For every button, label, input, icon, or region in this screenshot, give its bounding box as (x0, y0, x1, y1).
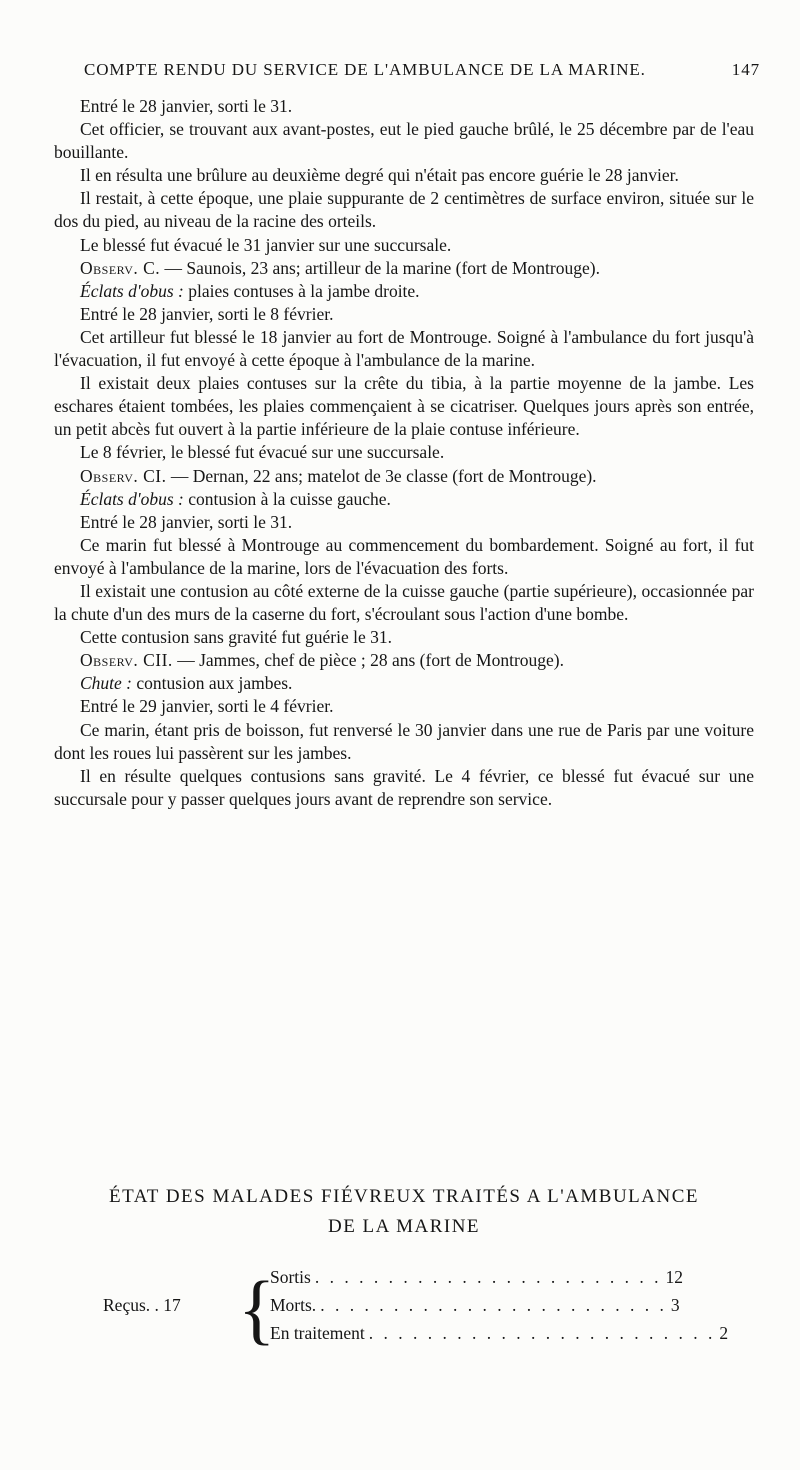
paragraph-text: Il existait une contusion au côté externe de la cuisse gauche (partie supérieure), occasionnée par la chute d'un des murs de la caserne du fort, s'écroulant sous l'action d'une bombe. (54, 580, 754, 625)
recus-label: Reçus. . 17 (103, 1295, 181, 1315)
observation-label: Observ. CI. (80, 465, 167, 486)
stats-row-value: 12 (665, 1267, 683, 1287)
section-title (54, 1182, 754, 1242)
leader-dots: . . . . . . . . . . . . . . . . . . . . . . . . (368, 1323, 716, 1343)
paragraph-text: Cette contusion sans gravité fut guérie le 31. (80, 627, 393, 648)
paragraph (54, 187, 754, 233)
body-text (54, 95, 754, 811)
paragraph-text: — Dernan, 22 ans; matelot de 3e classe (fort de Montrouge). (166, 465, 597, 486)
paragraph-text: Il restait, à cette époque, une plaie suppurante de 2 centimètres de surface environ, située sur le dos du pied, au niveau de la racine des orteils. (54, 188, 754, 232)
running-header (84, 60, 760, 80)
paragraph (54, 580, 754, 626)
paragraph-text: plaies contuses à la jambe droite. (183, 280, 420, 301)
paragraph-text: — Saunois, 23 ans; artilleur de la marine (fort de Montrouge). (160, 257, 600, 278)
paragraph (54, 326, 754, 372)
paragraph-text: contusion à la cuisse gauche. (183, 488, 391, 509)
leader-dots: . . . . . . . . . . . . . . . . . . . . . . . . (314, 1267, 662, 1287)
paragraph-text: Entré le 28 janvier, sorti le 31. (80, 511, 293, 532)
stats-row-sortis (270, 1267, 683, 1288)
stats-row-value: 2 (719, 1323, 729, 1343)
section-title-line-2: DE LA MARINE (327, 1216, 481, 1237)
paragraph-text: contusion aux jambes. (132, 673, 293, 694)
paragraph (54, 303, 754, 326)
paragraph-text: Ce marin fut blessé à Montrouge au commencement du bombardement. Soigné au fort, il fut envoyé à l'ambulance de la marine, lors de l'évacuation des forts. (54, 534, 754, 578)
paragraph (54, 719, 754, 765)
section-title-line-1: ÉTAT DES MALADES FIÉVREUX TRAITÉS A L'AMBULANCE (109, 1186, 699, 1207)
paragraph (54, 511, 754, 534)
observation-label: Observ. C. (80, 257, 161, 278)
paragraph (54, 372, 754, 441)
paragraph-text: Entré le 28 janvier, sorti le 8 février. (80, 303, 334, 324)
running-title: COMPTE RENDU DU SERVICE DE L'AMBULANCE DE LA MARINE. (84, 60, 646, 79)
cause-label: Chute : (80, 673, 133, 694)
paragraph-text: Il en résulta une brûlure au deuxième degré qui n'était pas encore guérie le 28 janvier. (80, 165, 679, 186)
brace-icon: { (238, 1265, 276, 1352)
paragraph (54, 257, 754, 280)
page-number: 147 (731, 60, 760, 79)
paragraph (54, 441, 754, 464)
paragraph-text: Ce marin, étant pris de boisson, fut renversé le 30 janvier dans une rue de Paris par une voiture dont les roues lui passèrent sur les jambes. (54, 719, 754, 763)
paragraph (54, 280, 754, 303)
paragraph (54, 164, 754, 187)
cause-label: Éclats d'obus : (80, 280, 184, 301)
paragraph-text: Le 8 février, le blessé fut évacué sur une succursale. (80, 442, 445, 463)
stats-row-morts (270, 1295, 680, 1316)
paragraph (54, 465, 754, 488)
paragraph (54, 626, 754, 649)
cause-label: Éclats d'obus : (80, 488, 184, 509)
stats-row-label: Sortis (270, 1267, 311, 1287)
stats-row-value: 3 (670, 1295, 680, 1315)
paragraph-text: Entré le 29 janvier, sorti le 4 février. (80, 696, 334, 717)
stats-row-label: En traitement (270, 1323, 365, 1343)
paragraph-text: — Jammes, chef de pièce ; 28 ans (fort de Montrouge). (172, 650, 565, 671)
paragraph (54, 695, 754, 718)
paragraph (54, 118, 754, 164)
paragraph-text: Entré le 28 janvier, sorti le 31. (80, 96, 293, 116)
stats-row-en-traitement (270, 1323, 729, 1344)
paragraph-text: Le blessé fut évacué le 31 janvier sur une succursale. (80, 234, 452, 255)
leader-dots: . . . . . . . . . . . . . . . . . . . . . . . . (320, 1295, 667, 1315)
paragraph (54, 649, 754, 672)
observation-label: Observ. CII. (80, 650, 173, 671)
paragraph-text: Cet officier, se trouvant aux avant-postes, eut le pied gauche brûlé, le 25 décembre par de l'eau bouillante. (54, 119, 754, 163)
paragraph (54, 672, 754, 695)
paragraph-text: Cet artilleur fut blessé le 18 janvier au fort de Montrouge. Soigné à l'ambulance du fort jusqu'à l'évacuation, il fut envoyé à cette époque à l'ambulance de la marine. (54, 326, 754, 371)
paragraph-text: Il en résulte quelques contusions sans gravité. Le 4 février, ce blessé fut évacué sur une succursale pour y passer quelques jours avant de reprendre son service. (54, 765, 754, 809)
paragraph (54, 534, 754, 580)
paragraph (54, 488, 754, 511)
patient-stats (0, 1265, 800, 1355)
paragraph (54, 234, 754, 257)
stats-row-label: Morts. (270, 1295, 317, 1315)
paragraph (54, 95, 754, 118)
paragraph (54, 765, 754, 811)
paragraph-text: Il existait deux plaies contuses sur la crête du tibia, à la partie moyenne de la jambe. Les eschares étaient tombées, les plaies commençaient à se cicatriser. Quelques jours après son entrée, un petit abcès fut ouvert à la partie inférieure de la plaie contuse inférieure. (54, 373, 754, 440)
